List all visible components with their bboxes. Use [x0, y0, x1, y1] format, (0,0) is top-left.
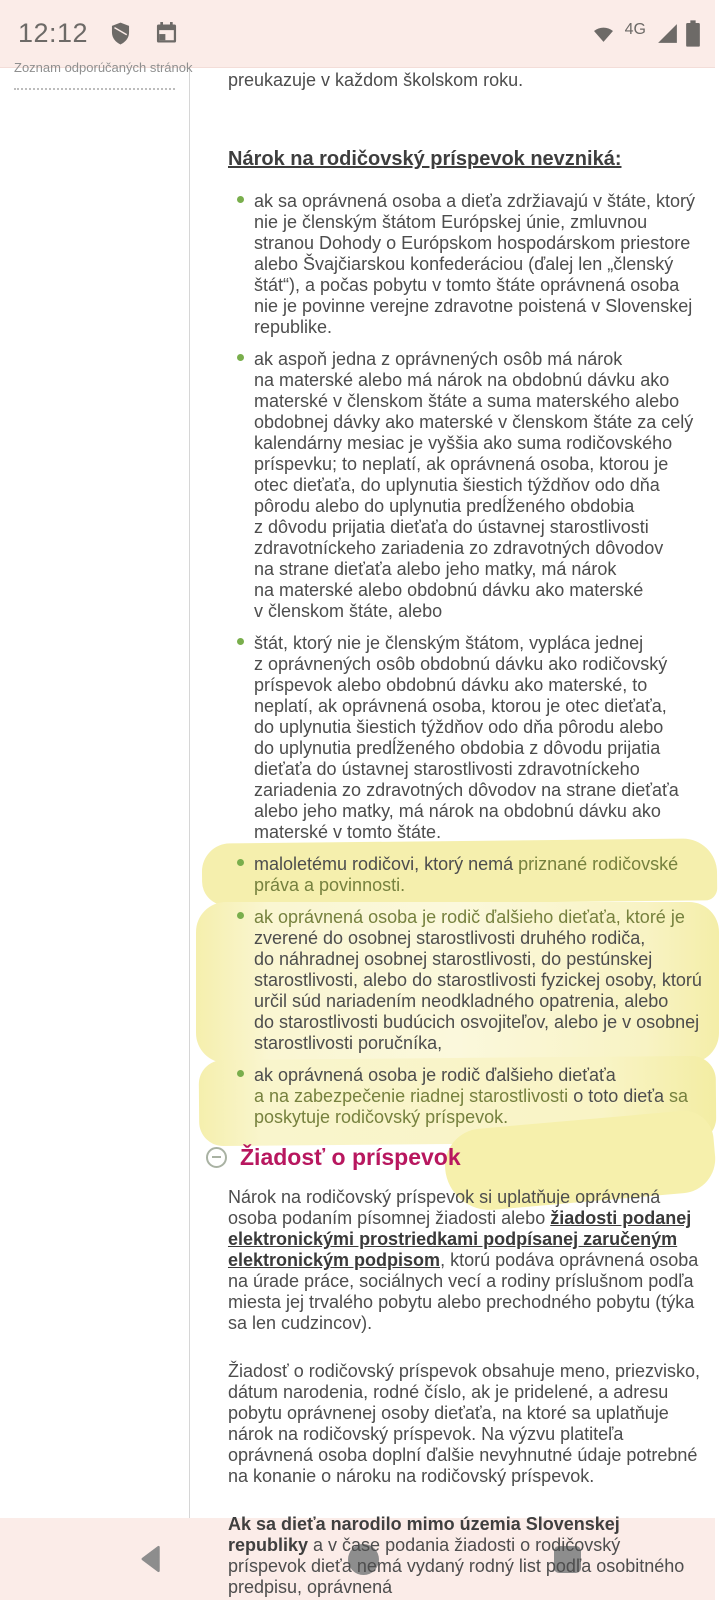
shield-icon [108, 20, 133, 47]
list-item [254, 349, 703, 622]
back-icon[interactable] [134, 1540, 172, 1578]
text-run: maloletému rodičovi, ktorý nemá [254, 854, 519, 874]
text-run: o toto dieťa [568, 1086, 670, 1106]
list-item [254, 1065, 703, 1128]
status-bar [0, 0, 715, 68]
content-paragraphs [228, 1187, 703, 1598]
list-item [254, 191, 703, 338]
battery-icon [685, 19, 701, 48]
text-run: Žiadosť o rodičovský príspevok obsahuje meno, priezvisko, dátum narodenia, rodné číslo, ak je pridelené, a adresu pobytu oprávnenej osoby dieťaťa, na ktoré sa uplatňuje nárok na rodičovský príspevok. Na výzvu platiteľa oprávnená osoba doplní ďalšie nevyhnutné údaje potrebné na konanie o nároku na rodičovský príspevok. [228, 1361, 700, 1486]
subsection-title: Žiadosť o príspevok [240, 1144, 461, 1170]
article-content [190, 68, 715, 1597]
status-right-icons [589, 19, 701, 48]
list-item [254, 854, 703, 896]
sidebar [0, 60, 193, 1518]
text-run: sa poskytuje rodičovský príspevok. [254, 1086, 689, 1127]
paragraph-tail: preukazuje v každom školskom roku. [228, 70, 524, 90]
exclusions-list [228, 191, 703, 1128]
signal-icon [655, 21, 680, 46]
network-type-label: 4G [624, 20, 646, 38]
calendar-icon [153, 20, 180, 47]
clock: 12:12 [18, 18, 89, 48]
text-run: , ktorú podáva oprávnená osoba na úrade práce, sociálnych vecí a rodiny príslušnom podľa miesta jej trvalého pobytu alebo prechodného pobytu (týka sa len cudzincov). [228, 1250, 699, 1333]
paragraph [228, 1361, 703, 1487]
sidebar-item-recommended-pages[interactable]: Zoznam odporúčaných stránok [14, 60, 193, 75]
text-run: štát, ktorý nie je členským štátom, vypláca jednej z oprávnených osôb obdobnú dávku ako rodičovský príspevok alebo obdobnú dávku ako materské, to neplatí, ak oprávnená osoba, ktorou je otec dieťaťa, do uplynutia šiestich týždňov odo dňa pôrodu alebo do uplynutia predĺženého obdobia z dôvodu prijatia dieťaťa do ústavnej starostlivosti zdravotníckeho zariadenia zo zdravotných dôvodov na strane dieťaťa alebo jeho matky, má nárok na obdobnú dávku ako materské v tomto štáte. [254, 633, 679, 842]
text-run: ak sa oprávnená osoba a dieťa zdržiavajú v štáte, ktorý nie je členským štátom Európskej únie, zmluvnou stranou Dohody o Európskom hospodárskom priestore alebo Švajčiarskou konfederáciou (ďalej len „členský štát“), a počas pobytu v tomto štáte oprávnená osoba nie je povinne verejne zdravotne poistená v Slovenskej republike. [254, 191, 695, 337]
text-run: priznané rodičovské práva a povinnosti. [254, 854, 679, 895]
text-run: a v čase podania žiadosti o rodičovský príspevok dieťa nemá vydaný rodný list podľa osobitného predpisu, oprávnená [228, 1535, 685, 1597]
text-run: a na zabezpečenie riadnej starostlivosti [254, 1086, 569, 1106]
wifi-icon [589, 21, 618, 46]
subsection-heading [206, 1142, 703, 1172]
browser-viewport [0, 60, 715, 1597]
list-item [254, 907, 703, 1054]
text-run: Ak sa dieťa narodilo mimo územia Slovenskej republiky [228, 1514, 620, 1555]
text-run: ak oprávnená osoba je rodič ďalšieho dieťaťa, ktoré je [254, 907, 685, 927]
section-heading: Nárok na rodičovský príspevok nevzniká: [228, 148, 622, 170]
list-item [254, 633, 703, 843]
sidebar-divider [14, 88, 175, 90]
paragraph [228, 1514, 703, 1598]
text-run: Nárok na rodičovský príspevok si uplatňuje oprávnená osoba podaním písomnej žiadosti alebo [228, 1187, 661, 1228]
text-run: ak oprávnená osoba je rodič ďalšieho dieťaťa [254, 1065, 616, 1085]
link-electronic-application[interactable]: žiadosti podanej elektronickými prostriedkami podpísanej zaručeným elektronickým podpisom [228, 1208, 692, 1270]
minus-circle-icon[interactable] [206, 1147, 227, 1168]
text-run: ak aspoň jedna z oprávnených osôb má nárok na materské alebo má nárok na obdobnú dávku ako materské v členskom štáte a suma materského alebo obdobnej dávky ako materské v členskom štáte za celý kalendárny mesiac je vyššia ako suma rodičovského príspevku; to neplatí, ak oprávnená osoba, ktorou je otec dieťaťa, do uplynutia šiestich týždňov odo dňa pôrodu alebo do uplynutia predĺženého obdobia z dôvodu prijatia dieťaťa do ústavnej starostlivosti zdravotníckeho zariadenia zo zdravotných dôvodov na strane dieťaťa alebo jeho matky, má nárok na materské alebo obdobnú dávku ako materské v členskom štáte, alebo [254, 349, 694, 621]
paragraph [228, 1187, 703, 1334]
text-run: zverené do osobnej starostlivosti druhého rodiča, do náhradnej osobnej starostlivosti, do pestúnskej starostlivosti, alebo do starostlivosti fyzickej osoby, ktorú určil súd nariadením neodkladného opatrenia, alebo do starostlivosti budúcich osvojiteľov, alebo je v osobnej starostlivosti poručníka, [254, 928, 702, 1053]
